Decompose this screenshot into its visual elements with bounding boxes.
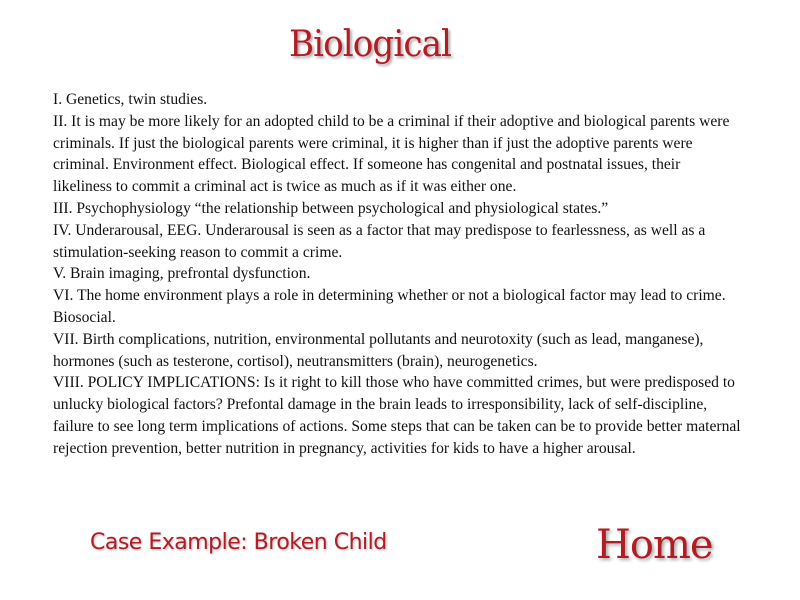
paragraph-8: VIII. POLICY IMPLICATIONS: Is it right to kill those who have committed crimes, but were predisposed to unlucky biological factors? Prefontal damage in the brain leads to irresponsibility, lack of self-discipline, failure to see long term implications of actions. Some steps that can be taken can be to provide better maternal rejection prevention, better nutrition in pregnancy, activities for kids to have a higher arousal.	[53, 374, 741, 457]
paragraph-6: VI. The home environment plays a role in determining whether or not a biological factor may lead to crime. Biosocial.	[53, 287, 726, 326]
paragraph-1: I. Genetics, twin studies.	[53, 91, 208, 108]
case-example-link[interactable]: Case Example: Broken Child	[90, 530, 387, 555]
content-body	[53, 89, 743, 460]
paragraph-4: IV. Underarousal, EEG. Underarousal is seen as a factor that may predispose to fearlessness, as well as a stimulation-seeking reason to commit a crime.	[53, 221, 706, 261]
home-link[interactable]: Home	[596, 522, 713, 568]
paragraph-7: VII. Birth complications, nutrition, environmental pollutants and neurotoxity (such as lead, manganese), hormones (such as testerone, cortisol), neutransmitters (brain), neurogenetics.	[53, 330, 704, 370]
paragraph-2: II. It is may be more likely for an adopted child to be a criminal if their adoptive and biological parents were criminals. If just the biological parents were criminal, it is higher than if just the adoptive parents were criminal. Environment effect. Biological effect. If someone has congenital and postnatal issues, their likeliness to commit a criminal act is twice as much as if it was either one.	[53, 112, 730, 196]
page-title: Biological	[288, 24, 452, 65]
paragraph-5: V. Brain imaging, prefrontal dysfunction.	[53, 265, 311, 283]
paragraph-3: III. Psychophysiology “the relationship between psychological and physiological states.”	[53, 199, 609, 217]
